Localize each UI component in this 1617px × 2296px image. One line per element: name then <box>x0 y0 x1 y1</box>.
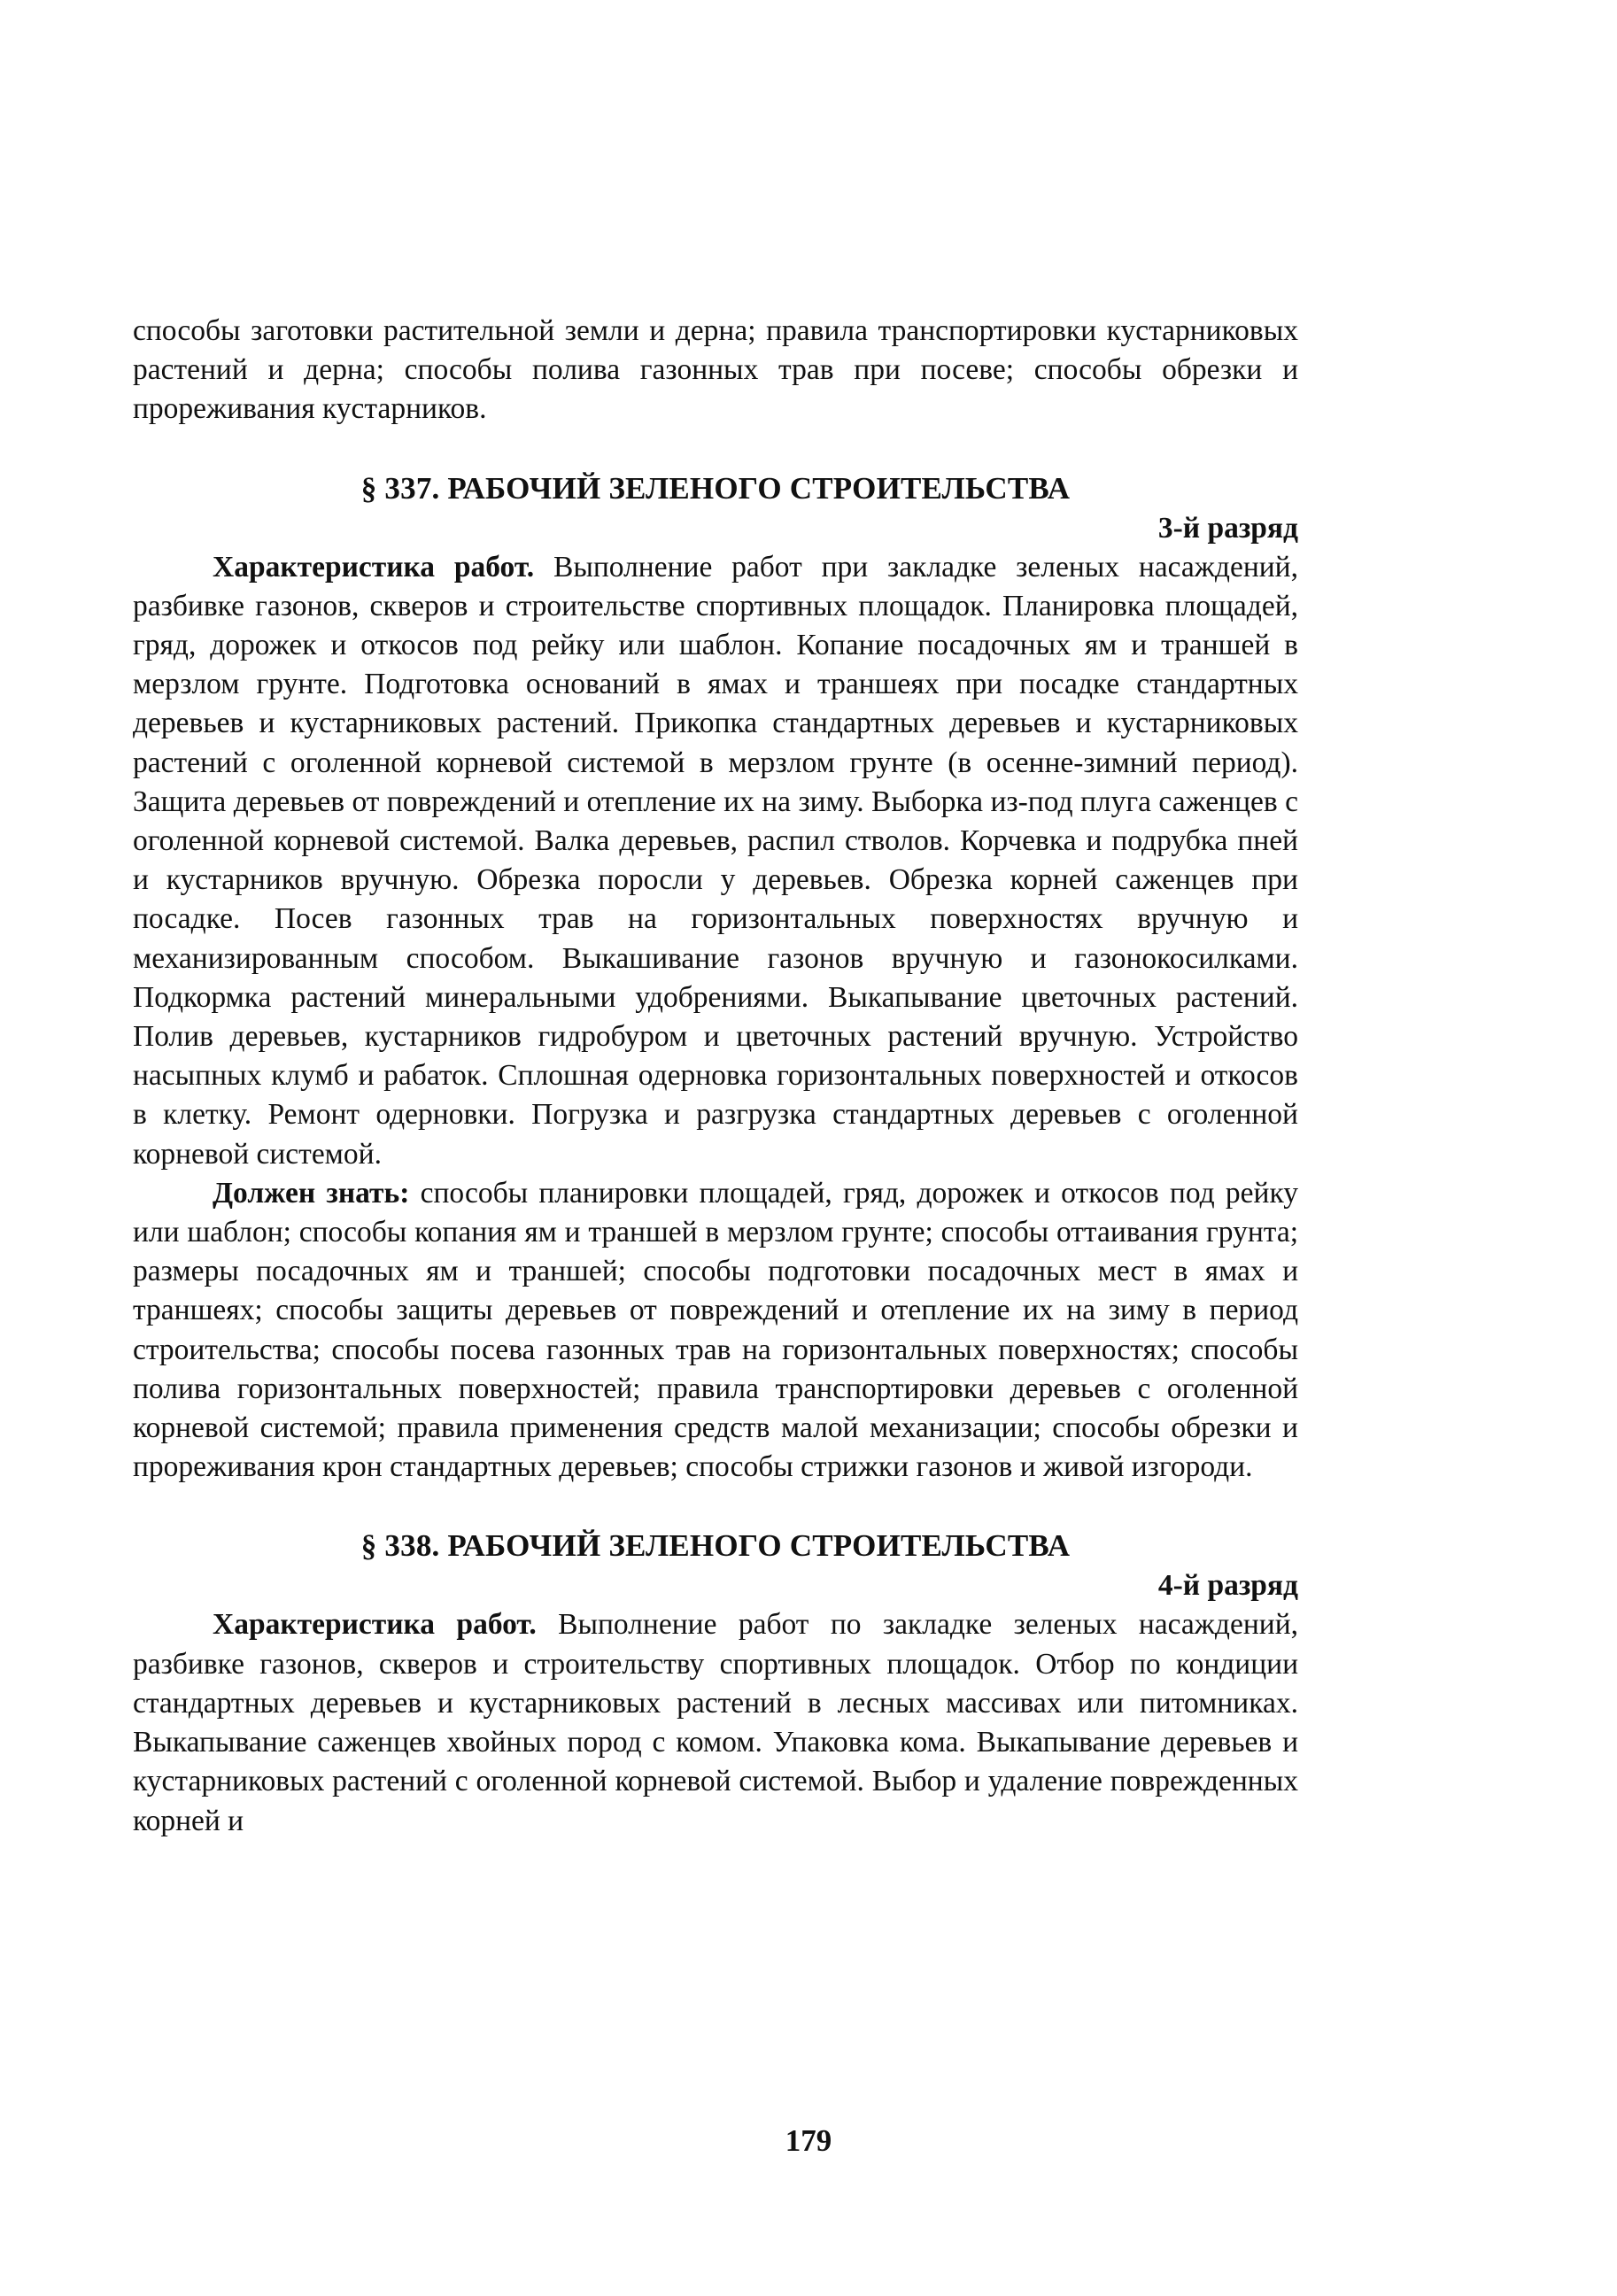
must-know-text: способы планировки площадей, гряд, дорожек и откосов под рейку или шаблон; способы копания ям и траншей в мерзлом грунте; способы оттаивания грунта; размеры посадочных ям и траншей; способы подготовки посадочных мест в ямах и траншеях; способы защиты деревьев от повреждений и отепление их на зиму в период строительства; способы посева газонных трав на горизонтальных поверхностях; способы полива горизонтальных поверхностей; правила транспортировки деревьев с оголенной корневой системой; правила применения средств малой механизации; способы обрезки и прореживания крон стандартных деревьев; способы стрижки газонов и живой изгороди. <box>133 1176 1299 1484</box>
characteristics-text: Выполнение работ по закладке зеленых насаждений, разбивке газонов, скверов и строительству спортивных площадок. Отбор по кондиции стандартных деревьев и кустарниковых растений в лесных массивах или питомниках. Выкапывание саженцев хвойных пород с комом. Упаковка кома. Выкапывание деревьев и кустарниковых растений с оголенной корневой системой. Выбор и удаление поврежденных корней и <box>133 1608 1298 1837</box>
must-know-label: Должен знать: <box>213 1176 410 1210</box>
spacer <box>133 429 1298 468</box>
spacer <box>133 1487 1298 1526</box>
intro-paragraph: способы заготовки растительной земли и дерна; правила транспортировки кустарниковых растений и дерна; способы полива газонных трав при посеве; способы обрезки и прореживания кустарников. <box>133 314 1298 426</box>
section-338-characteristics <box>133 1605 1298 1840</box>
characteristics-label: Характеристика работ. <box>213 550 535 584</box>
page-body <box>133 312 1298 1841</box>
page-number: 179 <box>785 2123 832 2158</box>
characteristics-label: Характеристика работ. <box>213 1608 537 1642</box>
section-338-grade: 4-й разряд <box>1157 1569 1298 1603</box>
section-337-characteristics <box>133 548 1298 1174</box>
section-337-title: § 337. РАБОЧИЙ ЗЕЛЕНОГО СТРОИТЕЛЬСТВА <box>360 470 1071 506</box>
section-337-grade: 3-й разряд <box>1157 511 1298 545</box>
section-338-title: § 338. РАБОЧИЙ ЗЕЛЕНОГО СТРОИТЕЛЬСТВА <box>360 1528 1071 1564</box>
characteristics-text: Выполнение работ при закладке зеленых насаждений, разбивке газонов, скверов и строительстве спортивных площадок. Планировка площадей, гряд, дорожек и откосов под рейку или шаблон. Копание посадочных ям и траншей в мерзлом грунте. Подготовка оснований в ямах и траншеях при посадке стандартных деревьев и кустарниковых растений. Прикопка стандартных деревьев и кустарниковых растений с оголенной корневой системой в мерзлом грунте (в осенне-зимний период). Защита деревьев от повреждений и отепление их на зиму. Выборка из-под плуга саженцев с оголенной корневой системой. Валка деревьев, распил стволов. Корчевка и подрубка пней и кустарников вручную. Обрезка поросли у деревьев. Обрезка корней саженцев при посадке. Посев газонных трав на горизонтальных поверхностях вручную и механизированным способом. Выкашивание газонов вручную и газонокосилками. Подкормка растений минеральными удобрениями. Выкапывание цветочных растений. Полив деревьев, кустарников гидробуром и цветочных растений вручную. Устройство насыпных клумб и рабаток. Сплошная одерновка горизонтальных поверхностей и откосов в клетку. Ремонт одерновки. Погрузка и разгрузка стандартных деревьев с оголенной корневой системой. <box>133 550 1298 1171</box>
section-337-must-know <box>133 1174 1298 1488</box>
